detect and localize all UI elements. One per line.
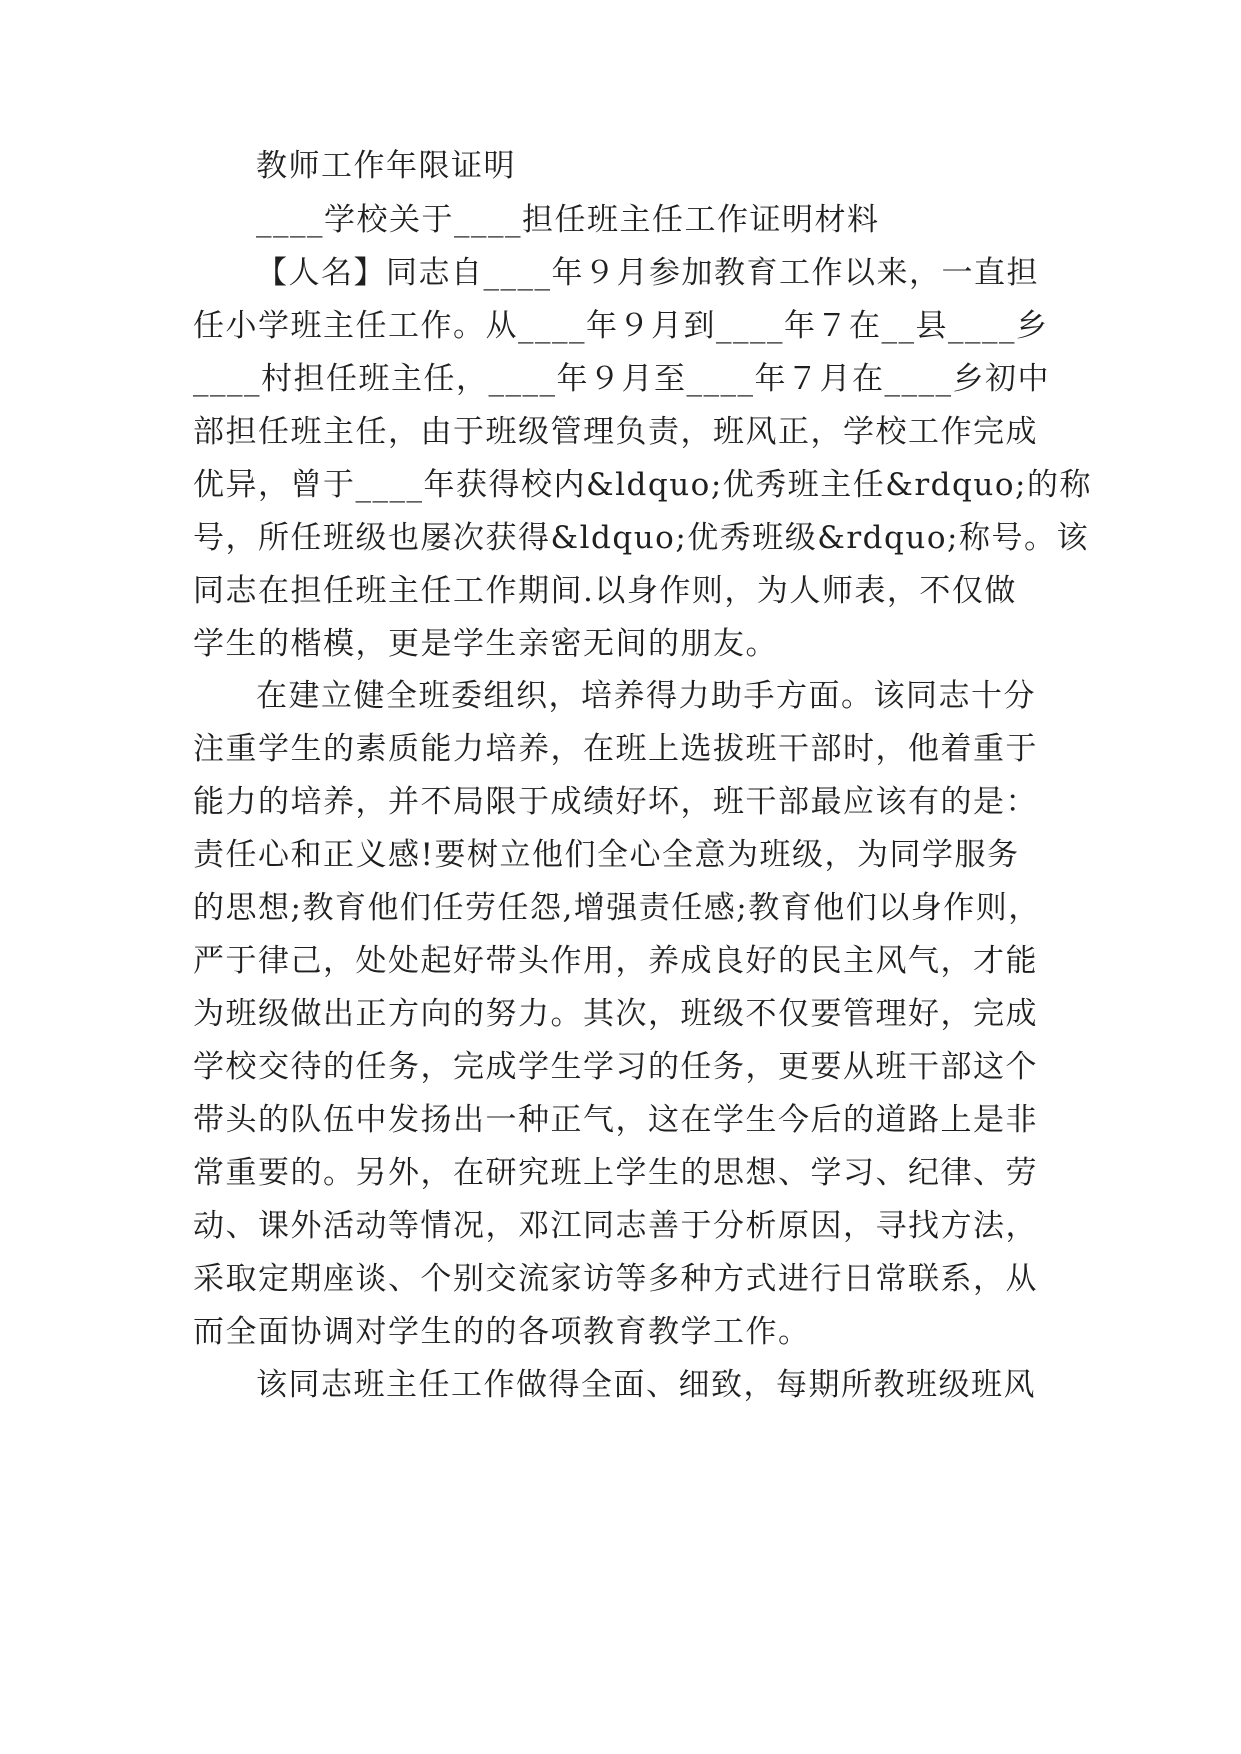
paragraph-1-line-5: 优异，曾于____年获得校内&ldquo;优秀班主任&rdquo;的称	[193, 467, 1092, 503]
paragraph-2-line-10: 常重要的。另外，在研究班上学生的思想、学习、纪律、劳	[193, 1155, 1038, 1191]
paragraph-1-line-6: 号，所任班级也屡次获得&ldquo;优秀班级&rdquo;称号。该	[193, 520, 1089, 556]
paragraph-1-line-4: 部担任班主任，由于班级管理负责，班风正，学校工作完成	[193, 414, 1038, 450]
document-subtitle: ____学校关于____担任班主任工作证明材料	[256, 202, 880, 238]
paragraph-2-line-1: 在建立健全班委组织，培养得力助手方面。该同志十分	[256, 678, 1036, 714]
paragraph-2-line-6: 严于律己，处处起好带头作用，养成良好的民主风气，才能	[193, 943, 1038, 979]
paragraph-1-line-2: 任小学班主任工作。从____年９月到____年７在__县____乡	[193, 308, 1049, 344]
paragraph-2-line-4: 责任心和正义感!要树立他们全心全意为班级，为同学服务	[193, 837, 1020, 873]
paragraph-2-line-8: 学校交待的任务，完成学生学习的任务，更要从班干部这个	[193, 1049, 1038, 1085]
paragraph-1-line-8: 学生的楷模，更是学生亲密无间的朋友。	[193, 626, 778, 662]
document-title: 教师工作年限证明	[256, 148, 516, 184]
paragraph-1-line-3: ____村担任班主任，____年９月至____年７月在____乡初中	[193, 361, 1050, 397]
paragraph-2-line-12: 采取定期座谈、个别交流家访等多种方式进行日常联系，从	[193, 1261, 1038, 1297]
paragraph-2-line-11: 动、课外活动等情况，邓江同志善于分析原因，寻找方法，	[193, 1208, 1038, 1244]
paragraph-2-line-3: 能力的培养，并不局限于成绩好坏，班干部最应该有的是：	[193, 784, 1038, 820]
paragraph-3-line-1: 该同志班主任工作做得全面、细致，每期所教班级班风	[256, 1367, 1036, 1403]
paragraph-2-line-9: 带头的队伍中发扬出一种正气，这在学生今后的道路上是非	[193, 1102, 1038, 1138]
paragraph-1-line-1: 【人名】同志自____年９月参加教育工作以来，一直担	[256, 255, 1039, 291]
paragraph-2-line-5: 的思想;教育他们任劳任怨,增强责任感;教育他们以身作则，	[193, 890, 1041, 926]
paragraph-1-line-7: 同志在担任班主任工作期间.以身作则，为人师表，不仅做	[193, 573, 1017, 609]
paragraph-2-line-13: 而全面协调对学生的的各项教育教学工作。	[193, 1314, 811, 1350]
paragraph-2-line-7: 为班级做出正方向的努力。其次，班级不仅要管理好，完成	[193, 996, 1038, 1032]
paragraph-2-line-2: 注重学生的素质能力培养，在班上选拔班干部时，他着重于	[193, 731, 1038, 767]
